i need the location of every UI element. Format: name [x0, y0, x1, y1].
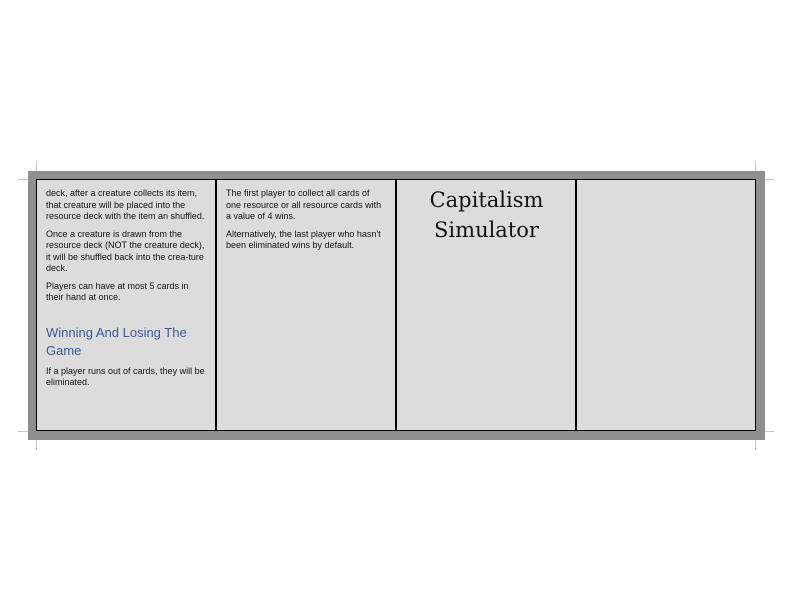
- brochure-sheet: [28, 171, 765, 440]
- rules-paragraph: deck, after a creature collects its item, that creature will be placed into the resource deck with the item an shuffled.: [46, 188, 205, 221]
- section-heading: Winning And Losing The Game: [46, 324, 187, 358]
- rules-paragraph: The first player to collect all cards of one resource or all resource cards with a value of 4 wins.: [226, 188, 382, 221]
- rules-paragraph: If a player runs out of cards, they will be eliminated.: [46, 365, 205, 387]
- panel-cover: [397, 180, 577, 430]
- panel-blank: [577, 180, 755, 430]
- title-line: Capitalism: [429, 188, 544, 212]
- panel-win-conditions: [217, 180, 397, 430]
- panel-rules-continued: [37, 180, 217, 430]
- rules-paragraph: Once a creature is drawn from the resource deck (NOT the creature deck), it will be shuffled back into the crea-ture deck.: [46, 228, 205, 273]
- title-line: Simulator: [434, 218, 539, 242]
- document-title: [406, 185, 567, 245]
- rules-paragraph: Players can have at most 5 cards in their hand at once.: [46, 280, 189, 302]
- brochure-panels: [36, 179, 756, 431]
- rules-paragraph: Alternatively, the last player who hasn't been eliminated wins by default.: [226, 228, 381, 250]
